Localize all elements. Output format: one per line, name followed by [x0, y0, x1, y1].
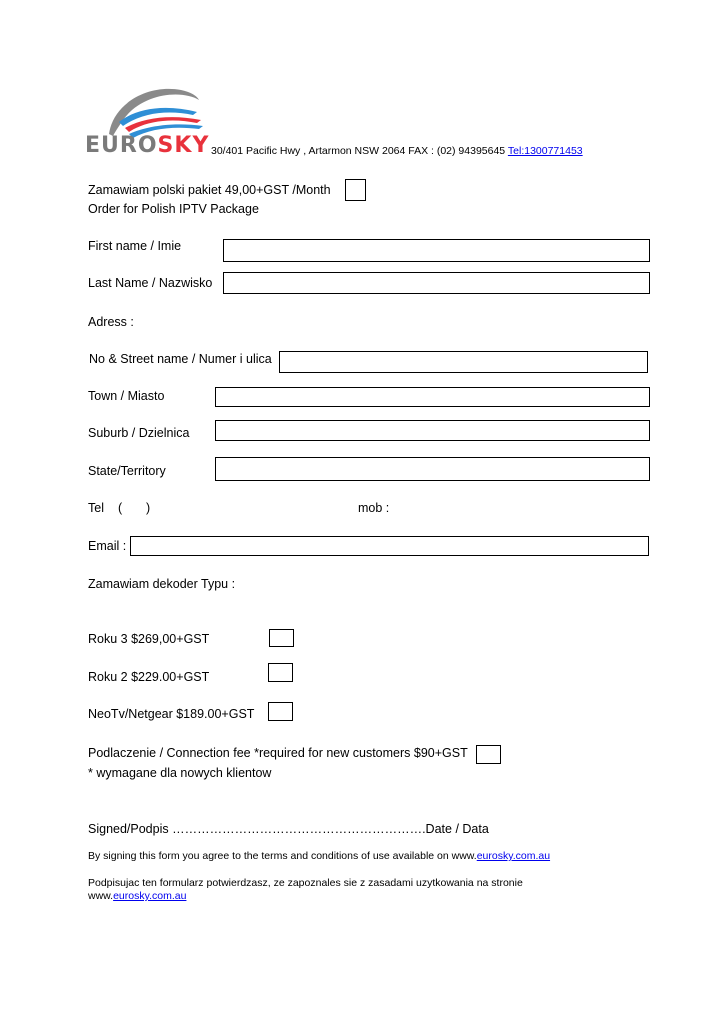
roku3-label: Roku 3 $269,00+GST	[88, 632, 210, 646]
terms-polish-line-2	[88, 890, 186, 903]
logo-euro-text: EURO	[85, 133, 158, 158]
address-text: 30/401 Pacific Hwy , Artarmon NSW 2064 FAX : (02) 94395645	[211, 145, 506, 157]
address-heading: Adress :	[88, 315, 134, 329]
terms-en-text: By signing this form you agree to the terms and conditions of use available on www.	[88, 850, 477, 862]
suburb-label: Suburb / Dzielnica	[88, 426, 190, 440]
roku2-checkbox[interactable]	[268, 663, 293, 682]
logo-sky-text: SKY	[157, 133, 210, 158]
email-input[interactable]	[130, 536, 649, 556]
package-line-2: Order for Polish IPTV Package	[88, 202, 259, 216]
logo-wordmark	[85, 134, 209, 158]
tel-link[interactable]: Tel:1300771453	[507, 145, 583, 157]
eurosky-logo	[85, 82, 210, 162]
terms-pl-link[interactable]: eurosky.com.au	[113, 890, 187, 902]
connection-fee-checkbox[interactable]	[476, 745, 501, 764]
last-name-input[interactable]	[223, 272, 650, 294]
decoder-heading: Zamawiam dekoder Typu :	[88, 577, 236, 591]
roku2-label: Roku 2 $229.00+GST	[88, 670, 210, 684]
suburb-input[interactable]	[215, 420, 650, 441]
state-label: State/Territory	[88, 464, 166, 478]
last-name-label: Last Name / Nazwisko	[88, 276, 213, 290]
tel-paren-open: (	[118, 501, 123, 515]
header-address	[211, 145, 583, 158]
signature-line: Signed/Podpis …………………………………………………….Date / Data	[88, 822, 489, 836]
connection-fee-label: Podlaczenie / Connection fee *required for new customers $90+GST	[88, 746, 468, 760]
roku3-checkbox[interactable]	[269, 629, 294, 647]
mob-label: mob :	[358, 501, 390, 515]
terms-pl-www: www.	[88, 890, 114, 902]
state-input[interactable]	[215, 457, 650, 481]
logo-swoosh-icon	[85, 82, 210, 140]
first-name-input[interactable]	[223, 239, 650, 262]
terms-polish-line-1: Podpisujac ten formularz potwierdzasz, ze zapoznales sie z zasadami uzytkowania na stronie	[88, 877, 523, 889]
connection-note: * wymagane dla nowych klientow	[88, 766, 272, 780]
tel-paren-close: )	[146, 501, 151, 515]
tel-label: Tel	[88, 501, 104, 515]
street-input[interactable]	[279, 351, 648, 373]
neotv-label: NeoTv/Netgear $189.00+GST	[88, 707, 255, 721]
town-input[interactable]	[215, 387, 650, 407]
email-label: Email :	[88, 539, 127, 553]
neotv-checkbox[interactable]	[268, 702, 293, 721]
terms-en-link[interactable]: eurosky.com.au	[476, 850, 551, 862]
package-line-1: Zamawiam polski pakiet 49,00+GST /Month	[88, 183, 331, 197]
terms-english	[88, 850, 550, 863]
package-checkbox[interactable]	[345, 179, 366, 201]
first-name-label: First name / Imie	[88, 239, 182, 253]
street-label: No & Street name / Numer i ulica	[89, 352, 272, 366]
town-label: Town / Miasto	[88, 389, 165, 403]
